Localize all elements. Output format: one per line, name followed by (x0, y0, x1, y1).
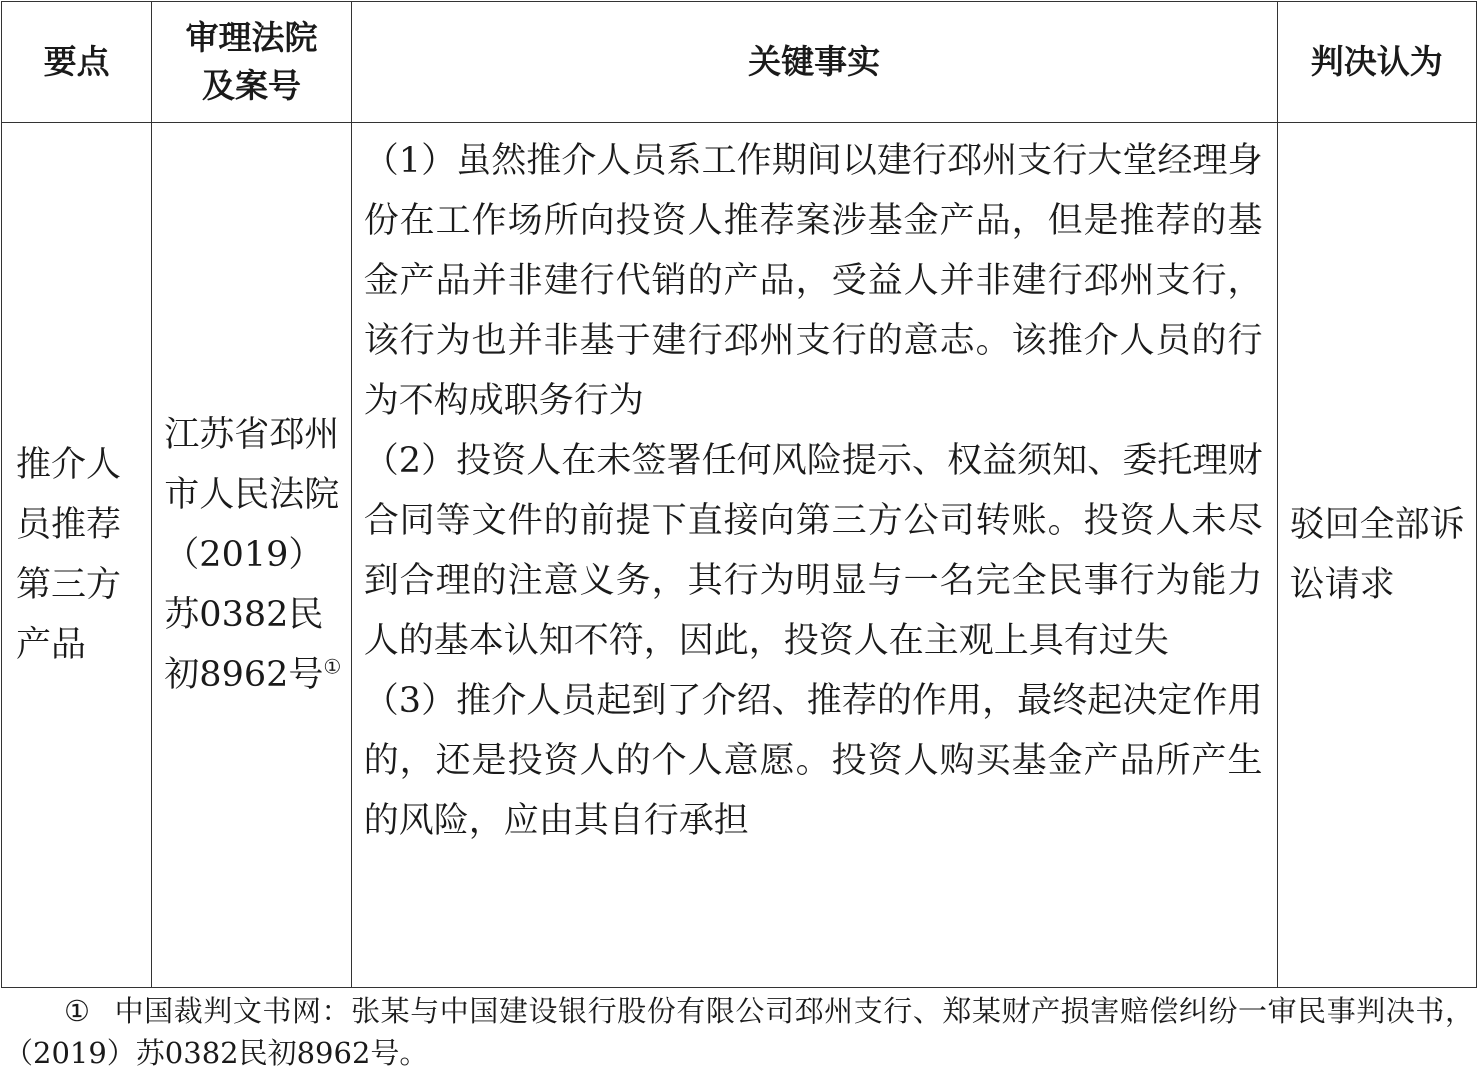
footnote (4, 990, 1474, 1074)
fact-paragraph-2: （2）投资人在未签署任何风险提示、权益须知、委托理财合同等文件的前提下直接向第三方公司转账。投资人未尽到合理的注意义务，其行为明显与一名完全民事行为能力人的基本认知不符，因此，投资人在主观上具有过失 (363, 441, 1263, 661)
court-case-text: 江苏省邳州市人民法院（2019）苏0382民初8962号 (164, 415, 340, 695)
table-row (2, 123, 1477, 988)
cell-point (2, 123, 152, 988)
ruling-text: 驳回全部诉讼请求 (1289, 505, 1465, 605)
case-table (1, 1, 1477, 988)
footnote-text: 中国裁判文书网：张某与中国建设银行股份有限公司邳州支行、郑某财产损害赔偿纠纷一审民事判决书，（2019）苏0382民初8962号。 (4, 994, 1474, 1070)
header-facts: 关键事实 (351, 2, 1277, 123)
fact-paragraph-3: （3）推介人员起到了介绍、推荐的作用，最终起决定作用的，还是投资人的个人意愿。投资人购买基金产品所产生的风险，应由其自行承担 (363, 681, 1263, 841)
point-text: 推介人员推荐第三方产品 (16, 445, 122, 665)
header-point: 要点 (2, 2, 152, 123)
table-header-row (2, 2, 1477, 123)
cell-facts (351, 123, 1277, 988)
cell-court (152, 123, 351, 988)
header-ruling: 判决认为 (1277, 2, 1476, 123)
footnote-mark: ① (64, 994, 90, 1028)
cell-ruling (1277, 123, 1476, 988)
footnote-reference-mark[interactable]: ① (323, 654, 342, 679)
fact-paragraph-1: （1）虽然推介人员系工作期间以建行邳州支行大堂经理身份在工作场所向投资人推荐案涉基金产品，但是推荐的基金产品并非建行代销的产品，受益人并非建行邳州支行，该行为也并非基于建行邳州支行的意志。该推介人员的行为不构成职务行为 (363, 141, 1263, 421)
header-court (152, 2, 351, 123)
header-court-label: 审理法院及案号 (185, 18, 318, 105)
